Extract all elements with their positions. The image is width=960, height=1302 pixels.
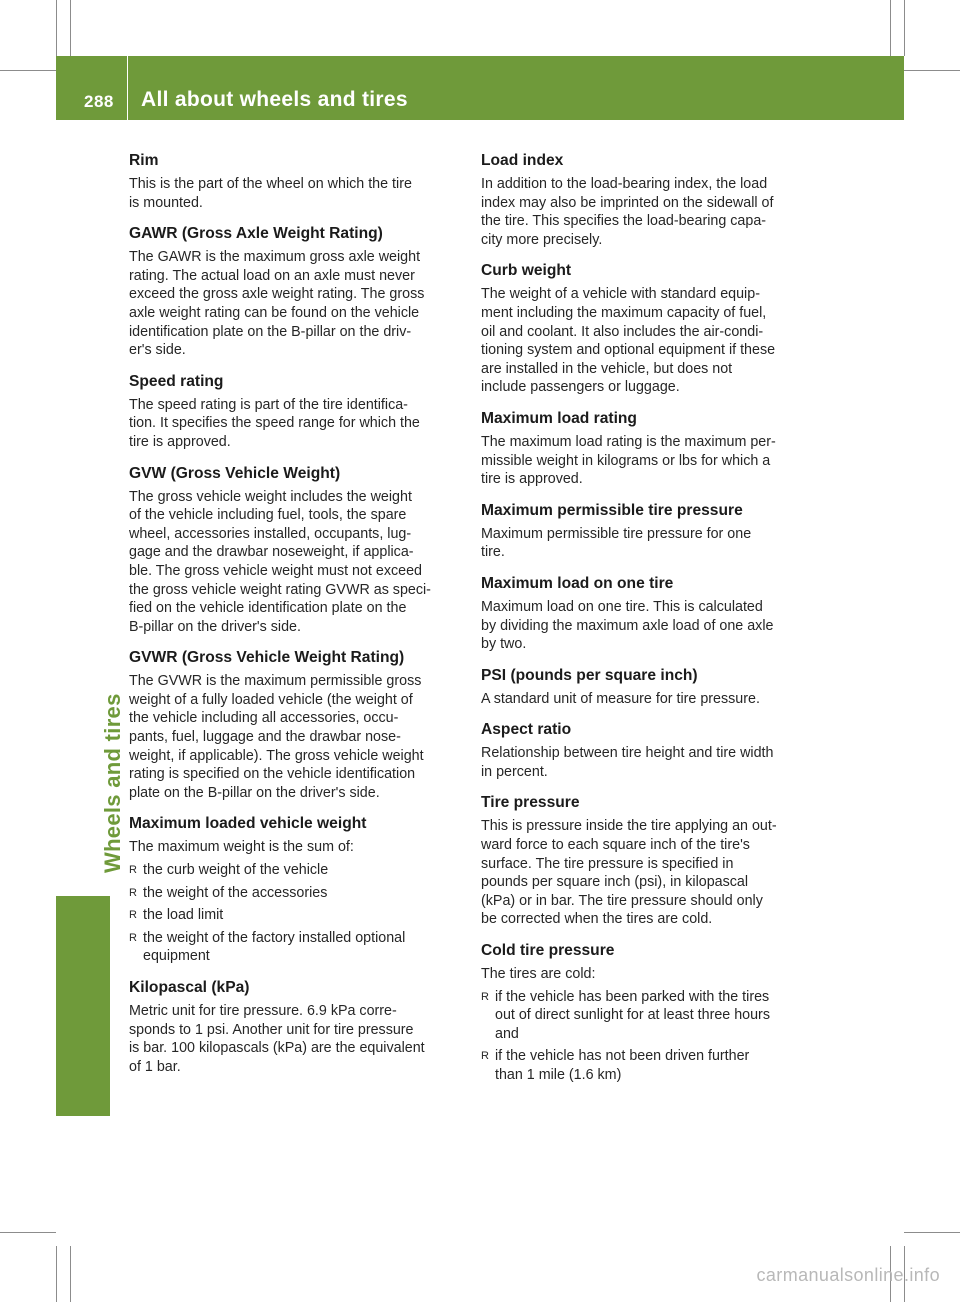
section <box>129 977 464 1076</box>
section-heading: Rim <box>129 152 159 169</box>
section-text: Maximum load on one tire. This is calculated by dividing the maximum axle load of one axle by two. <box>481 598 774 653</box>
bullet-item <box>129 906 464 925</box>
header-divider <box>127 56 128 120</box>
bullet-icon: R <box>481 1050 489 1063</box>
section-heading: Curb weight <box>481 262 572 280</box>
section-text: The GVWR is the maximum permissible gross weight of a fully loaded vehicle (the weight of the vehicle including all accessories, occu- pants, fuel, luggage and the drawbar nose- weight, if applicable). The gross vehicle weight rating is specified on the vehicle identification plate on the B-pillar on the driver's side. <box>129 673 424 801</box>
section-text: The maximum load rating is the maximum per- missible weight in kilograms or lbs for which a tire is approved. <box>481 433 776 488</box>
crop-mark <box>904 70 960 71</box>
section-text: Metric unit for tire pressure. 6.9 kPa corre- sponds to 1 psi. Another unit for tire pressure is bar. 100 kilopascals (kPa) are the equivalent of 1 bar. <box>129 1003 425 1075</box>
section <box>481 665 816 709</box>
section <box>481 573 816 654</box>
section <box>481 150 816 249</box>
left-column <box>129 150 464 1087</box>
watermark: carmanualsonline.info <box>756 1265 940 1285</box>
section <box>129 223 464 360</box>
crop-mark <box>890 0 891 56</box>
crop-mark <box>56 0 57 56</box>
bullet-item <box>129 929 464 966</box>
bullet-icon: R <box>129 886 137 899</box>
bullet-list <box>129 861 464 966</box>
section <box>129 371 464 452</box>
section-heading: Tire pressure <box>481 794 580 812</box>
crop-mark <box>70 1246 71 1302</box>
section <box>481 940 816 1085</box>
section <box>129 813 464 966</box>
crop-mark <box>56 1246 57 1302</box>
section <box>129 463 464 637</box>
section-text: This is pressure inside the tire applying an out- ward force to each square inch of the tire's surface. The tire pressure is specified in pounds per square inch (psi), in kilopascal (kPa) or in bar. The tire pressure should only be corrected when the tires are cold. <box>481 818 777 928</box>
section-heading: Maximum load on one tire <box>481 574 674 592</box>
side-tab-label: Wheels and tires <box>100 693 125 873</box>
bullet-text: the weight of the accessories <box>143 884 328 901</box>
bullet-list <box>481 988 816 1085</box>
section-heading: PSI (pounds per square inch) <box>481 666 698 684</box>
crop-mark <box>0 1232 56 1233</box>
crop-mark <box>904 1232 960 1233</box>
section <box>481 260 816 397</box>
section <box>481 408 816 489</box>
bullet-item <box>481 988 816 1044</box>
section-heading: Maximum permissible tire pressure <box>481 501 743 519</box>
section-text: The maximum weight is the sum of: <box>129 839 354 856</box>
bullet-item <box>481 1047 816 1084</box>
bullet-icon: R <box>129 931 137 944</box>
section <box>129 150 464 212</box>
bullet-text: the load limit <box>143 907 224 924</box>
bullet-icon: R <box>129 909 137 922</box>
section-text: Relationship between tire height and tire width in percent. <box>481 745 774 780</box>
section-text: This is the part of the wheel on which the tire is mounted. <box>129 176 412 211</box>
bullet-text: the curb weight of the vehicle <box>143 862 329 879</box>
crop-mark <box>0 70 56 71</box>
section-text: The GAWR is the maximum gross axle weight rating. The actual load on an axle must never exceed the gross axle weight rating. The gross axle weight rating can be found on the vehicle identification plate on the B-pillar on the driv- er's side. <box>129 249 425 359</box>
section-text: The tires are cold: <box>481 966 596 983</box>
section-heading: GVWR (Gross Vehicle Weight Rating) <box>129 649 405 667</box>
bullet-item <box>129 861 464 880</box>
bullet-icon: R <box>129 864 137 877</box>
section-heading: Aspect ratio <box>481 721 572 739</box>
bullet-icon: R <box>481 990 489 1003</box>
section-heading: Load index <box>481 152 564 169</box>
section-text: The weight of a vehicle with standard equip- ment including the maximum capacity of fuel, oil and coolant. It also includes the air-condi- tioning system and optional equipment if these are installed in the vehicle, but does not include passengers or luggage. <box>481 286 776 396</box>
bullet-text: if the vehicle has not been driven further than 1 mile (1.6 km) <box>495 1048 750 1083</box>
section <box>481 719 816 781</box>
bullet-text: if the vehicle has been parked with the tires out of direct sunlight for at least three hours and <box>495 988 770 1042</box>
section-text: A standard unit of measure for tire pressure. <box>481 690 760 707</box>
bullet-text: the weight of the factory installed optional equipment <box>143 929 406 965</box>
crop-mark <box>904 0 905 56</box>
section-heading: Maximum load rating <box>481 409 637 427</box>
section-heading: Speed rating <box>129 372 224 390</box>
page-title: All about wheels and tires <box>141 88 408 111</box>
section-text: In addition to the load-bearing index, the load index may also be imprinted on the sidewall of the tire. This specifies the load-bearing capa- city more precisely. <box>481 176 774 248</box>
section-heading: Cold tire pressure <box>481 942 615 960</box>
crop-mark <box>70 0 71 56</box>
section-text: The speed rating is part of the tire identifica- tion. It specifies the speed range for which the tire is approved. <box>129 396 420 450</box>
section <box>481 792 816 929</box>
section-heading: Kilopascal (kPa) <box>129 979 250 996</box>
section <box>129 647 464 802</box>
section <box>481 500 816 562</box>
section-text: Maximum permissible tire pressure for one tire. <box>481 525 752 561</box>
side-tab <box>56 896 110 1116</box>
section-heading: GVW (Gross Vehicle Weight) <box>129 464 341 482</box>
section-text: The gross vehicle weight includes the weight of the vehicle including fuel, tools, the spare wheel, accessories installed, occupants, lug- gage and the drawbar noseweight, if applica- ble. The gross vehicle weight must not exceed the gross vehicle weight rating GVWR as speci- fied on the vehicle identification plate on the B-pillar on the driver's side. <box>129 488 431 635</box>
section-heading: Maximum loaded vehicle weight <box>129 815 367 833</box>
page-number: 288 <box>84 92 114 111</box>
bullet-item <box>129 884 464 903</box>
right-column <box>481 150 816 1096</box>
section-heading: GAWR (Gross Axle Weight Rating) <box>129 225 383 243</box>
